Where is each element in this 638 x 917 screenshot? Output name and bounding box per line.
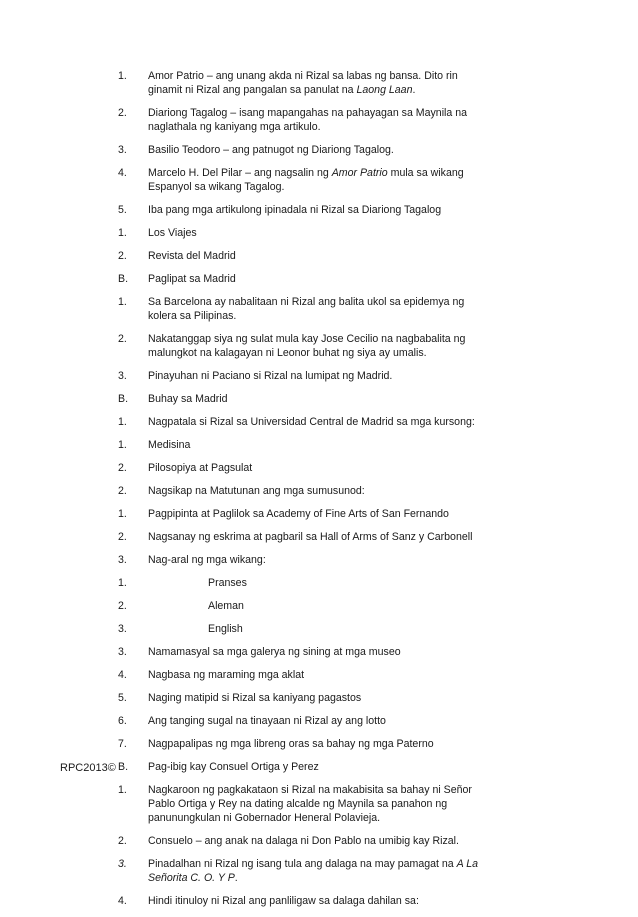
list-item — [0, 143, 638, 157]
list-item-text: Naging matipid si Rizal sa kaniyang pagastos — [148, 692, 362, 704]
text-run: Amor Patrio – ang unang akda ni Rizal sa labas ng bansa. Dito rin ginamit ni Rizal ang pangalan sa panulat na — [148, 70, 458, 96]
text-run: Marcelo H. Del Pilar – ang nagsalin ng — [148, 167, 332, 179]
list-item-number: 6. — [118, 715, 127, 727]
list-item-number: 3. — [118, 370, 127, 382]
list-item — [0, 576, 638, 590]
list-item — [0, 668, 638, 682]
list-item-number: 2. — [118, 531, 127, 543]
list-item — [0, 249, 638, 263]
list-item-text: Nakatanggap siya ng sulat mula kay Jose Cecilio na nagbabalita ng malungkot na kalagayan ni Leonor buhat ng siya ay umalis. — [148, 333, 466, 359]
list-item-number: 2. — [118, 250, 127, 262]
list-item — [0, 295, 638, 323]
list-item-number: 1. — [118, 784, 127, 796]
list-item-text: Los Viajes — [148, 227, 197, 239]
list-item — [0, 714, 638, 728]
list-item-number: 5. — [118, 692, 127, 704]
list-item — [0, 530, 638, 544]
list-item — [0, 553, 638, 567]
list-item-text: Revista del Madrid — [148, 250, 236, 262]
list-item-text: Namamasyal sa mga galerya ng sining at mga museo — [148, 646, 401, 658]
list-item-number: B. — [118, 761, 129, 773]
list-item-number: 7. — [118, 738, 127, 750]
list-item-text: Nag-aral ng mga wikang: — [148, 554, 266, 566]
list-item-number: 3. — [118, 554, 127, 566]
list-item — [0, 622, 638, 636]
list-item-number: 5. — [118, 204, 127, 216]
text-run: Pinadalhan ni Rizal ng isang tula ang dalaga na may pamagat na — [148, 858, 457, 870]
list-item-number: B. — [118, 273, 129, 285]
text-run: . — [412, 84, 416, 96]
text-run: mula sa wikang Espanyol sa wikang Tagalog. — [148, 167, 464, 193]
list-item-number: 3. — [118, 858, 127, 870]
list-item-number: 1. — [118, 296, 127, 308]
list-item-number: 2. — [118, 600, 127, 612]
list-item-number: 3. — [118, 646, 127, 658]
list-item — [0, 272, 638, 286]
list-item-text: Pinayuhan ni Paciano si Rizal na lumipat ng Madrid. — [148, 370, 393, 382]
list-item-number: 4. — [118, 895, 127, 907]
list-item-text: Pranses — [208, 577, 247, 589]
list-item-text: Hindi itinuloy ni Rizal ang panliligaw sa dalaga dahilan sa: — [148, 895, 419, 907]
list-item-number: 2. — [118, 333, 127, 345]
list-item-number: 1. — [118, 508, 127, 520]
list-item — [0, 415, 638, 429]
list-item-number: 1. — [118, 70, 127, 82]
list-item-text: Sa Barcelona ay nabalitaan ni Rizal ang balita ukol sa epidemya ng kolera sa Pilipinas. — [148, 296, 465, 322]
list-item-text: Diariong Tagalog – isang mapangahas na pahayagan sa Maynila na naglathala ng kaniyang mga artikulo. — [148, 107, 468, 133]
list-item-number: 1. — [118, 439, 127, 451]
list-item-number: 2. — [118, 462, 127, 474]
list-item — [0, 894, 638, 908]
footer-copyright: RPC2013© — [60, 762, 116, 774]
list-item — [0, 691, 638, 705]
list-item — [0, 166, 638, 194]
italic-title: A La Señorita C. O. Y P — [148, 858, 479, 884]
list-item-text: Nagsanay ng eskrima at pagbaril sa Hall of Arms of Sanz y Carbonell — [148, 531, 473, 543]
list-item — [0, 599, 638, 613]
list-item-text — [148, 69, 480, 97]
list-item-number: 2. — [118, 107, 127, 119]
list-item-text: Nagpatala si Rizal sa Universidad Central de Madrid sa mga kursong: — [148, 416, 475, 428]
list-item — [0, 737, 638, 751]
list-item-number: B. — [118, 393, 129, 405]
list-item-text: Nagsikap na Matutunan ang mga sumusunod: — [148, 485, 365, 497]
list-item — [0, 461, 638, 475]
list-item-number: 4. — [118, 669, 127, 681]
list-item — [0, 857, 638, 885]
list-item-text: English — [208, 623, 243, 635]
list-item — [0, 834, 638, 848]
list-item-number: 1. — [118, 227, 127, 239]
text-run: . — [234, 872, 238, 884]
list-item-text: Nagkaroon ng pagkakataon si Rizal na makabisita sa bahay ni Señor Pablo Ortiga y Rey na dating alcalde ng Maynila sa panahon ng panunungkulan ni Gobernador Heneral Polavieja. — [148, 784, 472, 824]
list-item — [0, 106, 638, 134]
list-item-text: Iba pang mga artikulong ipinadala ni Rizal sa Diariong Tagalog — [148, 204, 442, 216]
list-item — [0, 369, 638, 383]
list-item-text: Medisina — [148, 439, 191, 451]
list-item — [0, 226, 638, 240]
list-item — [0, 203, 638, 217]
list-item-number: 1. — [118, 577, 127, 589]
list-item — [0, 783, 638, 825]
list-item-text: Pilosopiya at Pagsulat — [148, 462, 253, 474]
list-item-text: Pagpipinta at Paglilok sa Academy of Fine Arts of San Fernando — [148, 508, 449, 520]
list-item — [0, 484, 638, 498]
list-item-number: 4. — [118, 167, 127, 179]
list-item-text — [148, 166, 480, 194]
list-item — [0, 438, 638, 452]
list-item-text: Nagpapalipas ng mga libreng oras sa bahay ng mga Paterno — [148, 738, 434, 750]
list-item-text: Aleman — [208, 600, 244, 612]
list-item-number: 3. — [118, 623, 127, 635]
list-item-number: 2. — [118, 835, 127, 847]
list-item-text: Nagbasa ng maraming mga aklat — [148, 669, 305, 681]
list-item-text: Pag-ibig kay Consuel Ortiga y Perez — [148, 761, 319, 773]
italic-title: Laong Laan — [356, 84, 413, 96]
list-item-number: 3. — [118, 144, 127, 156]
italic-title: Amor Patrio — [331, 167, 388, 179]
outline-list — [0, 69, 638, 917]
list-item-text: Buhay sa Madrid — [148, 393, 228, 405]
list-item-text: Basilio Teodoro – ang patnugot ng Diariong Tagalog. — [148, 144, 394, 156]
list-item — [0, 332, 638, 360]
list-item — [0, 69, 638, 97]
list-item-text: Consuelo – ang anak na dalaga ni Don Pablo na umibig kay Rizal. — [148, 835, 459, 847]
list-item-text: Paglipat sa Madrid — [148, 273, 236, 285]
list-item-text — [148, 857, 480, 885]
list-item — [0, 645, 638, 659]
list-item-text: Ang tanging sugal na tinayaan ni Rizal ay ang lotto — [148, 715, 386, 727]
list-item — [0, 507, 638, 521]
list-item-number: 2. — [118, 485, 127, 497]
list-item — [0, 392, 638, 406]
list-item-number: 1. — [118, 416, 127, 428]
